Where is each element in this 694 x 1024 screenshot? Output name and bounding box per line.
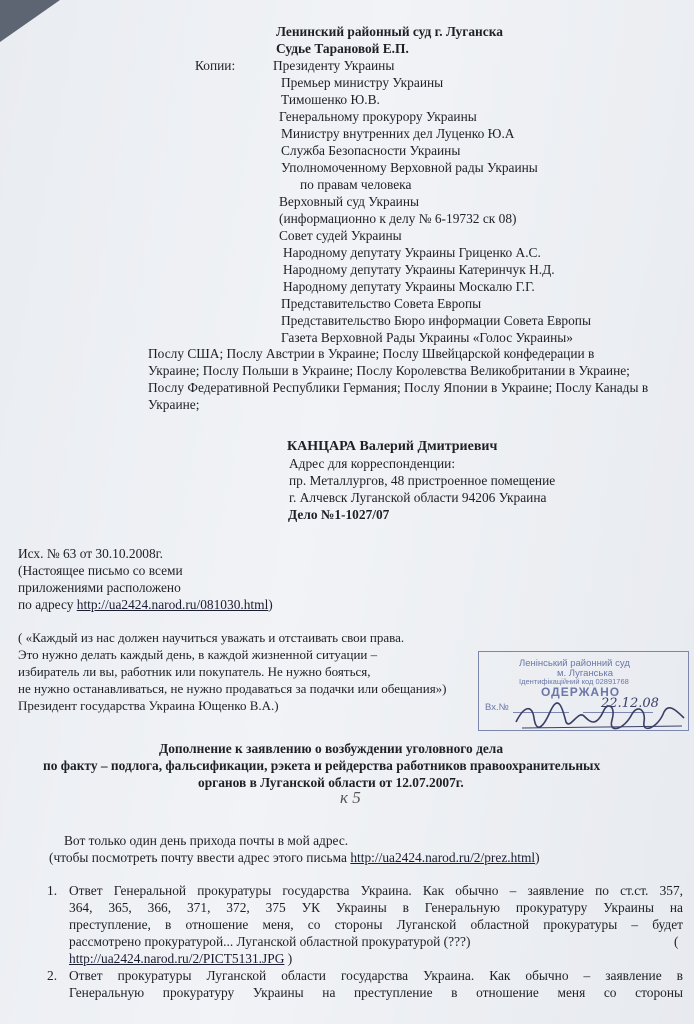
sender-name: КАНЦАРА Валерий Дмитриевич xyxy=(287,439,498,454)
stamp-received: ОДЕРЖАНО xyxy=(541,685,621,699)
recipient: Служба Безопасности Украины xyxy=(281,143,461,158)
quote-author: Президент государства Украина Ющенко В.А.) xyxy=(18,698,279,713)
outgoing-note: приложениями расположено xyxy=(18,580,181,595)
recipient: Президенту Украины xyxy=(273,58,395,73)
item-line: Ответ прокуратуры Луганской области государства Украина. Как обычно – заявление в xyxy=(69,968,683,983)
item-number: 1. xyxy=(47,883,58,898)
intro-line: Вот только один день прихода почты в мой адрес. xyxy=(64,833,349,848)
ambassadors-line: Украине; Послу Польши в Украине; Послу Королевства Великобритании в Украине; xyxy=(148,363,630,378)
recipient: Министру внутренних дел Луценко Ю.А xyxy=(281,126,515,141)
recipient: Представительство Бюро информации Совета Европы xyxy=(281,313,591,328)
mail-link[interactable]: http://ua2424.narod.ru/2/prez.html xyxy=(350,850,536,865)
recipient: Верховный суд Украины xyxy=(279,194,420,209)
recipient: Народному депутату Украины Катеринчук Н.Д. xyxy=(283,262,555,277)
ambassadors-line: Послу Федеративной Республики Германия; Послу Японии в Украине; Послу Канады в xyxy=(148,380,649,395)
ambassadors-line: Послу США; Послу Австрии в Украине; Послу Швейцарской конфедерации в xyxy=(148,346,595,361)
item-paren: ( xyxy=(674,934,679,949)
letter-link[interactable]: http://ua2424.narod.ru/081030.html xyxy=(76,597,269,612)
quote-line: ( «Каждый из нас должен научиться уважать и отстаивать свои права. xyxy=(18,630,405,645)
recipient: Уполномоченному Верховной рады Украины xyxy=(281,160,538,175)
dark-page-corner xyxy=(0,0,60,42)
item-number: 2. xyxy=(47,968,58,983)
outgoing-address-prefix: по адресу xyxy=(18,597,77,612)
stamp-incoming-label: Вх.№ xyxy=(485,702,509,713)
item-line: Генеральную прокуратуру Украины на преступление в отношение меня со стороны xyxy=(69,985,683,1000)
intro-link-prefix: (чтобы посмотреть почту ввести адрес этого письма xyxy=(49,850,351,865)
recipient: (информационно к делу № 6-19732 ск 08) xyxy=(279,211,517,226)
case-number: Дело №1-1027/07 xyxy=(288,507,390,522)
recipient: по правам человека xyxy=(300,177,412,192)
item-link-line xyxy=(69,950,292,967)
outgoing-note: (Настоящее письмо со всеми xyxy=(18,563,183,578)
quote-line: избиратель ли вы, работник или покупатель. Не нужно бояться, xyxy=(18,664,371,679)
photo-link[interactable]: http://ua2424.narod.ru/2/PICT5131.JPG xyxy=(69,951,285,966)
intro-link-line xyxy=(49,849,540,866)
address-line: пр. Металлургов, 48 пристроенное помещение xyxy=(289,473,556,488)
handwritten-note: к 5 xyxy=(340,788,361,807)
judge-name: Судье Тарановой Е.П. xyxy=(276,41,409,56)
ambassadors-line: Украине; xyxy=(148,397,200,412)
stamp-city: м. Луганська xyxy=(557,668,614,679)
recipient: Представительство Совета Европы xyxy=(281,296,482,311)
outgoing-number: Исх. № 63 от 30.10.2008г. xyxy=(18,546,163,561)
recipient: Народному депутату Украины Гриценко А.С. xyxy=(283,245,541,260)
item-line: 364, 365, 366, 371, 372, 375 УК Украины в Генеральную прокуратуру Украины на xyxy=(69,900,683,915)
quote-line: Это нужно делать каждый день, в каждой жизненной ситуации – xyxy=(18,647,378,662)
recipient: Премьер министру Украины xyxy=(281,75,444,90)
court-name: Ленинский районный суд г. Луганска xyxy=(276,24,503,39)
stamp-date: 22.12.08 xyxy=(601,696,659,711)
stamp-code: Ідентифікаційний код 02891768 xyxy=(519,677,629,686)
title-line: по факту – подлога, фальсификации, рэкета и рейдерства работников правоохранительных xyxy=(43,758,601,773)
recipient: Народному депутату Украины Москалю Г.Г. xyxy=(283,279,535,294)
item-line: Ответ Генеральной прокуратуры государства Украина. Как обычно – заявление по ст.ст. 357, xyxy=(69,883,683,898)
recipient: Газета Верховной Рады Украины «Голос Украины» xyxy=(281,330,573,345)
handwritten-signature xyxy=(512,700,688,734)
photo-link-suffix: ) xyxy=(284,951,293,966)
title-line: Дополнение к заявлению о возбуждении уголовного дела xyxy=(159,741,504,756)
outgoing-address xyxy=(18,596,273,613)
recipient: Совет судей Украины xyxy=(279,228,402,243)
recipient: Генеральному прокурору Украины xyxy=(279,109,477,124)
address-label: Адрес для корреспонденции: xyxy=(289,456,456,471)
item-line: рассмотрено прокуратурой... Луганской областной прокуратурой (???) xyxy=(69,934,471,949)
quote-line: не нужно останавливаться, не нужно продаваться за подачки или обещания») xyxy=(18,681,447,696)
recipient: Тимошенко Ю.В. xyxy=(281,92,380,107)
intro-link-suffix: ) xyxy=(535,850,540,865)
stamp-court: Ленінський районний суд xyxy=(519,658,630,669)
item-line: преступление, в отношение меня, со стороны Луганской областной прокуратуры – будет xyxy=(69,917,683,932)
address-line: г. Алчевск Луганской области 94206 Украина xyxy=(289,490,547,505)
copies-label: Копии: xyxy=(195,58,236,73)
outgoing-address-suffix: ) xyxy=(268,597,273,612)
title-line: органов в Луганской области от 12.07.2007г. xyxy=(198,775,464,790)
